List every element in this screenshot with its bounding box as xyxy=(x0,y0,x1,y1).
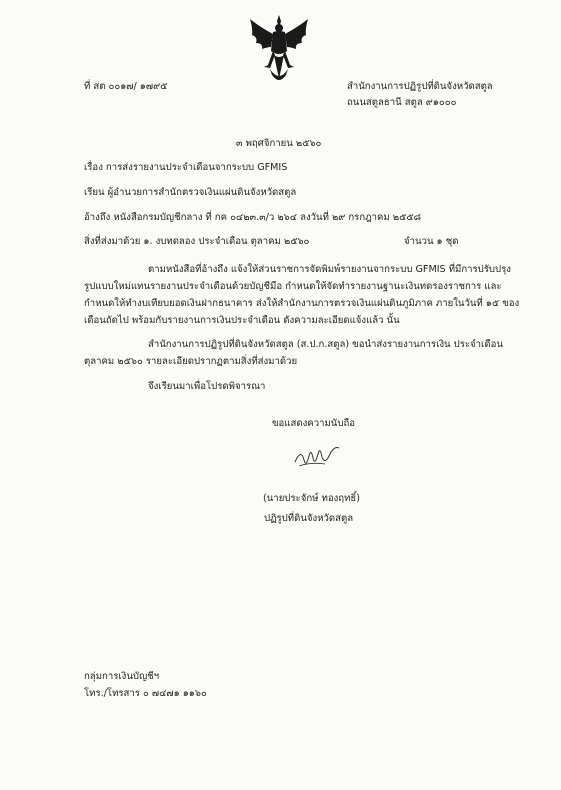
garuda-emblem-icon xyxy=(246,13,312,85)
office-name: สำนักงานการปฏิรูปที่ดินจังหวัดสตูล xyxy=(347,81,493,92)
paragraph-2-line-1: สำนักงานการปฏิรูปที่ดินจังหวัดสตูล (ส.ป.ก.สตูล) ขอนำส่งรายงานการเงิน ประจำเดือน xyxy=(148,339,503,350)
enclosure-count: จำนวน ๑ ชุด xyxy=(404,236,459,247)
reference-line: อ้างถึง หนังสือกรมบัญชีกลาง ที่ กค ๐๔๒๓.๓/ว ๒๖๔ ลงวันที่ ๒๙ กรกฎาคม ๒๕๕๘ xyxy=(84,212,421,223)
signer-name: (นายประจักษ์ ทองฤทธิ์) xyxy=(263,493,361,504)
signer-title: ปฏิรูปที่ดินจังหวัดสตูล xyxy=(264,513,354,524)
contact-phone: โทร./โทรสาร ๐ ๗๔๗๑ ๑๑๖๐ xyxy=(84,688,207,699)
letter-date: ๓ พฤศจิกายน ๒๕๖๐ xyxy=(236,138,322,149)
paragraph-1-line-2: รูปแบบใหม่แทนรายงานประจำเดือนด้วยบัญชีมือ กำหนดให้จัดทำรายงานฐานะเงินทดรองราชการ และ xyxy=(84,281,502,292)
subject-line: เรื่อง การส่งรายงานประจำเดือนจากระบบ GFMIS xyxy=(84,162,288,173)
office-address: ถนนสตูลธานี สตูล ๙๑๐๐๐ xyxy=(347,97,457,108)
paragraph-3: จึงเรียนมาเพื่อโปรดพิจารณา xyxy=(148,381,266,392)
department-name: กลุ่มการเงินบัญชีฯ xyxy=(84,671,160,682)
reference-number: ที่ สต ๐๐๑๗/ ๑๗๙๕ xyxy=(84,81,168,92)
paragraph-1-line-3: กำหนดให้ทำงบเทียบยอดเงินฝากธนาคาร ส่งให้สำนักงานการตรวจเงินแผ่นดินภูมิภาค ภายในวันที่ ๑๕ ของ xyxy=(84,298,520,309)
paragraph-2-line-2: ตุลาคม ๒๕๖๐ รายละเอียดปรากฏตามสิ่งที่ส่งมาด้วย xyxy=(84,356,298,367)
paragraph-1-line-4: เดือนถัดไป พร้อมกับรายงานการเงินประจำเดือน ดังความละเอียดแจ้งแล้ว นั้น xyxy=(84,315,400,326)
paragraph-1-line-1: ตามหนังสือที่อ้างถึง แจ้งให้ส่วนราชการจัดพิมพ์รายงานจากระบบ GFMIS ที่มีการปรับปรุง xyxy=(148,264,511,275)
handwritten-signature xyxy=(291,442,343,472)
enclosure-line: สิ่งที่ส่งมาด้วย ๑. งบทดลอง ประจำเดือน ตุลาคม ๒๕๖๐ xyxy=(84,236,310,247)
recipient-line: เรียน ผู้อำนวยการสำนักตรวจเงินแผ่นดินจังหวัดสตูล xyxy=(84,187,297,198)
closing-respect: ขอแสดงความนับถือ xyxy=(272,418,356,429)
